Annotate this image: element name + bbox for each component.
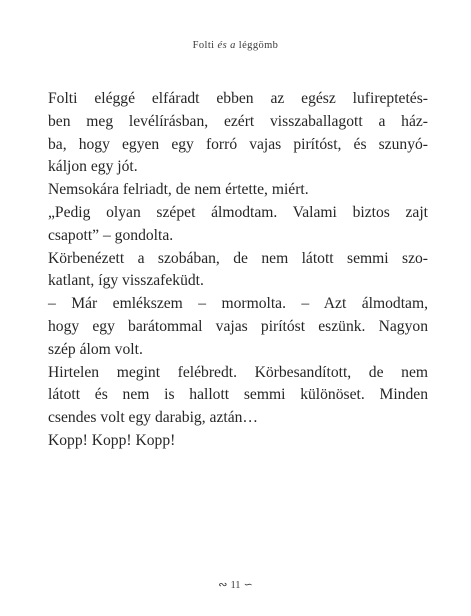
text-line: ba, hogy egyen egy forró vajas pirítóst, és szunyó- xyxy=(48,135,428,153)
text-line: látott és nem is hallott semmi különöset. Minden xyxy=(48,386,428,404)
text-line: csapott” – gondolta. xyxy=(48,226,174,244)
text-line: hogy egy barátommal vajas pirítóst eszünk. Nagyon xyxy=(48,317,428,335)
text-line: katlant, így visszafeküdt. xyxy=(48,272,204,290)
running-head-title-end: léggömb xyxy=(235,40,279,51)
page-folio xyxy=(0,578,471,591)
running-head xyxy=(0,40,471,51)
text-line: Kopp! Kopp! Kopp! xyxy=(48,431,176,449)
folio-ornament-left-icon: ∾ xyxy=(218,579,228,591)
text-line: káljon egy jót. xyxy=(48,158,138,176)
text-line: Folti eléggé elfáradt ebben az egész lufireptetés- xyxy=(48,90,428,107)
text-line: Körbenézett a szobában, de nem látott semmi szo- xyxy=(48,249,428,267)
text-line: Hirtelen megint felébredt. Körbesandított, de nem xyxy=(48,363,428,381)
text-line: szép álom volt. xyxy=(48,340,143,358)
body-text xyxy=(48,88,428,453)
text-line: – Már emlékszem – mormolta. – Azt álmodtam, xyxy=(48,295,428,313)
running-head-conjunction: és a xyxy=(217,40,236,51)
page-number: 11 xyxy=(230,580,241,591)
text-line: ben meg levélírásban, ezért visszaballagott a ház- xyxy=(48,112,428,130)
text-line: „Pedig olyan szépet álmodtam. Valami biztos zajt xyxy=(48,203,428,221)
text-line: Nemsokára felriadt, de nem értette, miért. xyxy=(48,181,309,199)
folio-ornament-right-icon: ∽ xyxy=(243,579,253,591)
text-line: csendes volt egy darabig, aztán… xyxy=(48,409,259,427)
running-head-title: Folti xyxy=(192,40,218,51)
